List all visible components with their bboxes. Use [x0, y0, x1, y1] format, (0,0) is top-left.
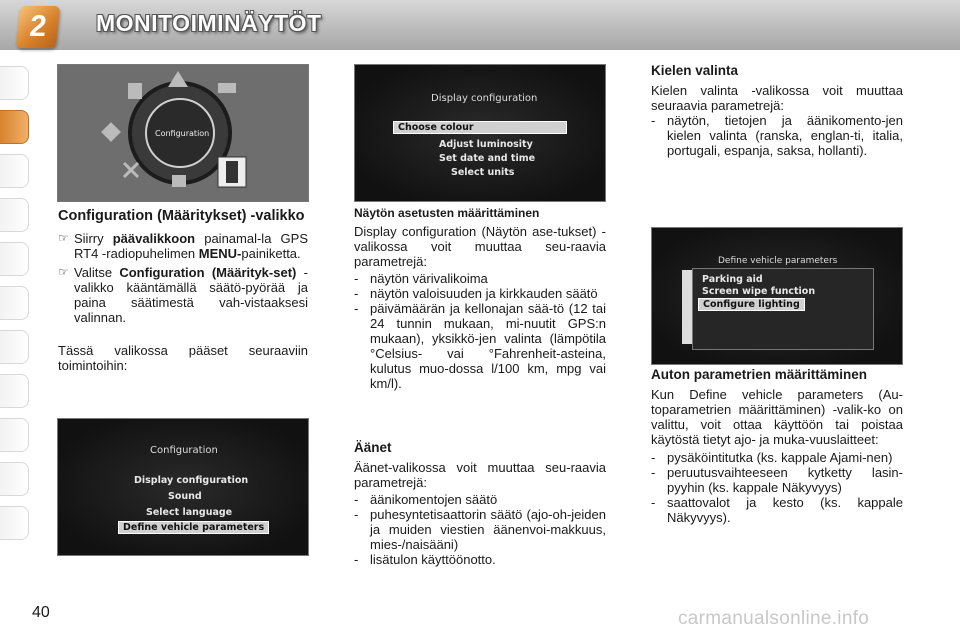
section-heading-sound: Äänet [354, 440, 392, 455]
column-3-vehicle [651, 367, 903, 525]
list-item: - saattovalot ja kesto (ks. kappale Näkyvyys). [651, 495, 903, 525]
chapter-tab[interactable] [0, 462, 29, 496]
photo-vehicle-parameters [651, 227, 903, 365]
column-1-text [58, 208, 308, 373]
instruction-bold: Configuration (Määrityk-set) [119, 265, 297, 280]
chapter-tab[interactable] [0, 330, 29, 364]
instruction-text: -valikko kääntämällä säätö-pyörää ja paina säätimestä vah-vistaaksesi valinnan. [74, 265, 308, 325]
menu-item[interactable]: Sound [168, 491, 202, 502]
photo-configuration-wheel [57, 64, 309, 202]
section-heading-display: Näytön asetusten määrittäminen [354, 206, 540, 220]
chapter-tab-strip [0, 66, 34, 550]
section-intro: Kielen valinta -valikossa voit muuttaa seuraavia parametrejä: [651, 83, 903, 113]
list-item: - näytön värivalikoima [354, 271, 488, 286]
list-item: - näytön, tietojen ja äänikomento-jen kielen valinta (ranska, englan-ti, italia, portugali, espanja, saksa, hollanti). [651, 113, 903, 158]
column-2-text [354, 205, 606, 391]
column-2-sound [354, 440, 606, 567]
menu-title: Configuration [150, 445, 218, 456]
menu-item[interactable]: Screen wipe function [702, 286, 816, 297]
chapter-tab[interactable] [0, 198, 29, 232]
instruction-text: Siirry [74, 231, 113, 246]
list-item: - pysäköintitutka (ks. kappale Ajami-nen) [651, 450, 893, 465]
menu-title: Define vehicle parameters [718, 256, 838, 266]
list-item: - lisätulon käyttöönotto. [354, 552, 496, 567]
menu-item-selected[interactable]: Define vehicle parameters [118, 521, 269, 534]
photo-configuration-menu [57, 418, 309, 556]
list-item: - näytön valoisuuden ja kirkkauden säätö [354, 286, 598, 301]
pointing-hand-icon: ☞ [58, 265, 69, 279]
page-number: 40 [32, 604, 50, 621]
column-3-language [651, 63, 903, 158]
menu-title: Display configuration [431, 93, 538, 104]
menu-item[interactable]: Parking aid [702, 274, 763, 285]
chapter-tab[interactable] [0, 506, 29, 540]
pointing-hand-icon: ☞ [58, 231, 69, 245]
screen-background [58, 419, 308, 555]
chapter-tab-active[interactable] [0, 110, 29, 144]
chapter-badge: 2 [16, 6, 60, 48]
chapter-tab[interactable] [0, 66, 29, 100]
chapter-tab[interactable] [0, 286, 29, 320]
menu-item[interactable]: Display configuration [134, 475, 249, 486]
section-intro: Display configuration (Näytön ase-tukset) -valikossa voit muuttaa seu-raavia parametrejä: [354, 224, 606, 269]
menu-item[interactable]: Adjust luminosity [439, 139, 533, 150]
instruction-bold: MENU- [198, 246, 242, 261]
section-heading-language: Kielen valinta [651, 63, 739, 78]
list-item: - äänikomentojen säätö [354, 492, 498, 507]
list-item: - peruutusvaihteeseen kytketty lasin-pyyhin (ks. kappale Näkyvyys) [651, 465, 903, 495]
instruction-text: Valitse [74, 265, 120, 280]
menu-item[interactable]: Select language [146, 507, 233, 518]
instruction-item [58, 265, 308, 325]
watermark: carmanualsonline.info [678, 608, 870, 629]
list-item: - puhesyntetisaattorin säätö (ajo-oh-jeiden ja muiden viestien äänenvoi-makkuus, mies-/naisääni) [354, 507, 606, 552]
list-item: - päivämäärän ja kellonajan sää-tö (12 tai 24 tunnin mukaan, mi-nuutit GPS:n mukaan), yksikkö-jen valinta (lämpötila °Celsius- vai °Fahrenheit-asteina, kulutus muo-dossa l/100 km, mpg vai km/l). [354, 301, 606, 391]
menu-item-selected[interactable]: Choose colour [393, 121, 567, 134]
chapter-tab[interactable] [0, 242, 29, 276]
wheel-center-label: Configuration [155, 129, 210, 138]
section-intro: Äänet-valikossa voit muuttaa seu-raavia parametrejä: [354, 460, 606, 490]
scroll-indicator[interactable] [682, 270, 692, 344]
chapter-tab[interactable] [0, 374, 29, 408]
section-heading-vehicle: Auton parametrien määrittäminen [651, 367, 868, 382]
section-heading-configuration: Configuration (Määritykset) -valikko [58, 208, 305, 224]
chapter-title: MONITOIMINÄYTÖT [96, 10, 322, 36]
chapter-tab[interactable] [0, 418, 29, 452]
instruction-text: painamal-la GPS RT4 -radiopuhelimen [74, 231, 308, 261]
section-intro: Kun Define vehicle parameters (Au-toparametrien määrittäminen) -valik-ko on valittu, voit ottaa käyttöön tai poistaa käytöstä tietyt ajo- ja muka-vuuslaitteet: [651, 387, 903, 447]
menu-item[interactable]: Set date and time [439, 153, 536, 164]
menu-item[interactable]: Select units [451, 167, 515, 178]
chapter-tab[interactable] [0, 154, 29, 188]
instruction-item [58, 231, 308, 261]
photo-display-configuration [354, 64, 606, 202]
instruction-bold: päävalikkoon [112, 231, 196, 246]
instruction-text: painiketta. [241, 246, 301, 261]
intro-paragraph: Tässä valikossa pääset seuraaviin toimintoihin: [58, 343, 308, 373]
menu-item-selected[interactable]: Configure lighting [698, 298, 805, 311]
